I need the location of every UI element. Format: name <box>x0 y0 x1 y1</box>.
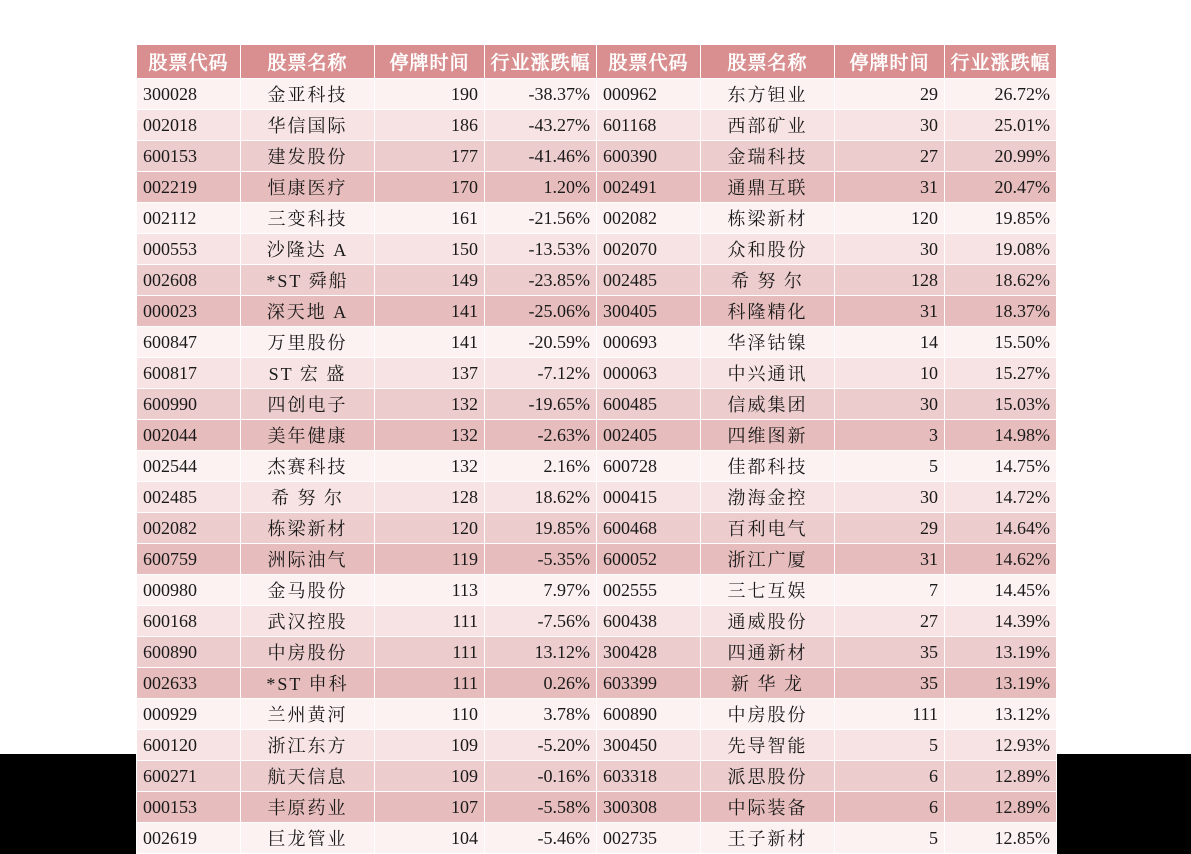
cell-code: 000153 <box>137 792 241 823</box>
cell-industry-change: -0.16% <box>485 761 597 792</box>
cell-industry-change: -25.06% <box>485 296 597 327</box>
table-row <box>137 606 1057 637</box>
cell-code: 600990 <box>137 389 241 420</box>
cell-name: 先导智能 <box>701 730 835 761</box>
cell-name: 四通新材 <box>701 637 835 668</box>
cell-code: 002112 <box>137 203 241 234</box>
cell-name: 通鼎互联 <box>701 172 835 203</box>
cell-name: 华泽钴镍 <box>701 327 835 358</box>
cell-suspend-time: 3 <box>835 420 945 451</box>
cell-code: 600438 <box>597 606 701 637</box>
cell-industry-change: 13.19% <box>945 637 1057 668</box>
cell-suspend-time: 111 <box>375 606 485 637</box>
cell-suspend-time: 113 <box>375 575 485 606</box>
cell-suspend-time: 29 <box>835 79 945 110</box>
cell-suspend-time: 137 <box>375 358 485 389</box>
cell-name: 沙隆达 A <box>241 234 375 265</box>
cell-code: 603318 <box>597 761 701 792</box>
cell-industry-change: -5.46% <box>485 823 597 854</box>
cell-code: 000962 <box>597 79 701 110</box>
cell-code: 002405 <box>597 420 701 451</box>
header-cell-industry-change-right: 行业涨跌幅 <box>945 45 1057 79</box>
cell-name: 佳都科技 <box>701 451 835 482</box>
cell-industry-change: -13.53% <box>485 234 597 265</box>
cell-industry-change: 15.03% <box>945 389 1057 420</box>
cell-name: 渤海金控 <box>701 482 835 513</box>
cell-name: 栋梁新材 <box>241 513 375 544</box>
cell-suspend-time: 149 <box>375 265 485 296</box>
cell-code: 600390 <box>597 141 701 172</box>
table-row <box>137 668 1057 699</box>
cell-code: 600153 <box>137 141 241 172</box>
stock-table-container <box>136 44 1056 854</box>
cell-suspend-time: 30 <box>835 482 945 513</box>
table-row <box>137 637 1057 668</box>
cell-industry-change: 12.85% <box>945 823 1057 854</box>
cell-code: 600847 <box>137 327 241 358</box>
cell-suspend-time: 5 <box>835 730 945 761</box>
table-header-row <box>137 45 1057 79</box>
cell-suspend-time: 119 <box>375 544 485 575</box>
cell-code: 000063 <box>597 358 701 389</box>
cell-code: 002219 <box>137 172 241 203</box>
cell-name: 栋梁新材 <box>701 203 835 234</box>
cell-name: 金亚科技 <box>241 79 375 110</box>
cell-industry-change: 7.97% <box>485 575 597 606</box>
cell-suspend-time: 14 <box>835 327 945 358</box>
cell-industry-change: 15.50% <box>945 327 1057 358</box>
cell-industry-change: 25.01% <box>945 110 1057 141</box>
cell-industry-change: 12.93% <box>945 730 1057 761</box>
cell-name: 深天地 A <box>241 296 375 327</box>
header-cell-industry-change-left: 行业涨跌幅 <box>485 45 597 79</box>
cell-code: 600468 <box>597 513 701 544</box>
cell-suspend-time: 190 <box>375 79 485 110</box>
cell-suspend-time: 7 <box>835 575 945 606</box>
header-cell-suspend-time-left: 停牌时间 <box>375 45 485 79</box>
cell-code: 000929 <box>137 699 241 730</box>
cell-name: 浙江广厦 <box>701 544 835 575</box>
cell-code: 300428 <box>597 637 701 668</box>
cell-industry-change: 19.85% <box>945 203 1057 234</box>
cell-industry-change: 18.37% <box>945 296 1057 327</box>
cell-name: 派思股份 <box>701 761 835 792</box>
cell-suspend-time: 110 <box>375 699 485 730</box>
cell-code: 002608 <box>137 265 241 296</box>
cell-code: 000553 <box>137 234 241 265</box>
cell-code: 603399 <box>597 668 701 699</box>
cell-industry-change: 13.19% <box>945 668 1057 699</box>
cell-industry-change: 20.99% <box>945 141 1057 172</box>
cell-industry-change: -20.59% <box>485 327 597 358</box>
cell-name: 中房股份 <box>241 637 375 668</box>
cell-industry-change: 2.16% <box>485 451 597 482</box>
cell-suspend-time: 141 <box>375 296 485 327</box>
cell-industry-change: 1.20% <box>485 172 597 203</box>
cell-suspend-time: 35 <box>835 668 945 699</box>
cell-name: 万里股份 <box>241 327 375 358</box>
cell-name: *ST 舜船 <box>241 265 375 296</box>
cell-industry-change: 18.62% <box>945 265 1057 296</box>
cell-suspend-time: 30 <box>835 234 945 265</box>
cell-suspend-time: 128 <box>375 482 485 513</box>
cell-industry-change: 19.08% <box>945 234 1057 265</box>
table-row <box>137 420 1057 451</box>
cell-suspend-time: 31 <box>835 296 945 327</box>
table-row <box>137 265 1057 296</box>
cell-suspend-time: 161 <box>375 203 485 234</box>
cell-name: ST 宏 盛 <box>241 358 375 389</box>
cell-name: 金马股份 <box>241 575 375 606</box>
cell-name: 希 努 尔 <box>701 265 835 296</box>
cell-industry-change: -7.56% <box>485 606 597 637</box>
cell-suspend-time: 120 <box>375 513 485 544</box>
cell-suspend-time: 104 <box>375 823 485 854</box>
cell-suspend-time: 111 <box>375 668 485 699</box>
cell-industry-change: 0.26% <box>485 668 597 699</box>
cell-name: 信威集团 <box>701 389 835 420</box>
cell-industry-change: 12.89% <box>945 761 1057 792</box>
cell-industry-change: -5.20% <box>485 730 597 761</box>
cell-suspend-time: 30 <box>835 389 945 420</box>
table-row <box>137 575 1057 606</box>
cell-suspend-time: 31 <box>835 544 945 575</box>
cell-industry-change: 26.72% <box>945 79 1057 110</box>
cell-code: 600728 <box>597 451 701 482</box>
cell-name: 洲际油气 <box>241 544 375 575</box>
cell-industry-change: 14.98% <box>945 420 1057 451</box>
cell-suspend-time: 10 <box>835 358 945 389</box>
cell-name: 丰原药业 <box>241 792 375 823</box>
cell-industry-change: 14.75% <box>945 451 1057 482</box>
cell-industry-change: 14.62% <box>945 544 1057 575</box>
cell-suspend-time: 141 <box>375 327 485 358</box>
cell-name: 美年健康 <box>241 420 375 451</box>
cell-industry-change: -19.65% <box>485 389 597 420</box>
header-cell-code-right: 股票代码 <box>597 45 701 79</box>
cell-name: 百利电气 <box>701 513 835 544</box>
table-row <box>137 823 1057 854</box>
cell-code: 002491 <box>597 172 701 203</box>
cell-name: 中际装备 <box>701 792 835 823</box>
cell-code: 000023 <box>137 296 241 327</box>
cell-name: 四维图新 <box>701 420 835 451</box>
cell-suspend-time: 132 <box>375 389 485 420</box>
cell-name: 新 华 龙 <box>701 668 835 699</box>
cell-name: 三变科技 <box>241 203 375 234</box>
cell-code: 300405 <box>597 296 701 327</box>
cell-industry-change: -5.35% <box>485 544 597 575</box>
cell-industry-change: -2.63% <box>485 420 597 451</box>
header-cell-name-left: 股票名称 <box>241 45 375 79</box>
cell-code: 300450 <box>597 730 701 761</box>
cell-suspend-time: 109 <box>375 761 485 792</box>
cell-code: 002485 <box>597 265 701 296</box>
cell-name: 兰州黄河 <box>241 699 375 730</box>
cell-industry-change: 20.47% <box>945 172 1057 203</box>
cell-code: 600759 <box>137 544 241 575</box>
table-row <box>137 761 1057 792</box>
table-row <box>137 730 1057 761</box>
cell-name: 科隆精化 <box>701 296 835 327</box>
cell-industry-change: 15.27% <box>945 358 1057 389</box>
cell-suspend-time: 6 <box>835 792 945 823</box>
cell-name: 中兴通讯 <box>701 358 835 389</box>
cell-suspend-time: 177 <box>375 141 485 172</box>
cell-suspend-time: 111 <box>835 699 945 730</box>
cell-code: 600052 <box>597 544 701 575</box>
cell-industry-change: -38.37% <box>485 79 597 110</box>
header-cell-name-right: 股票名称 <box>701 45 835 79</box>
cell-code: 002018 <box>137 110 241 141</box>
cell-industry-change: -7.12% <box>485 358 597 389</box>
cell-name: *ST 申科 <box>241 668 375 699</box>
cell-suspend-time: 29 <box>835 513 945 544</box>
cell-name: 武汉控股 <box>241 606 375 637</box>
cell-suspend-time: 150 <box>375 234 485 265</box>
cell-name: 建发股份 <box>241 141 375 172</box>
cell-name: 西部矿业 <box>701 110 835 141</box>
cell-name: 杰赛科技 <box>241 451 375 482</box>
table-row <box>137 234 1057 265</box>
table-row <box>137 699 1057 730</box>
table-row <box>137 296 1057 327</box>
cell-code: 002735 <box>597 823 701 854</box>
cell-code: 600817 <box>137 358 241 389</box>
cell-name: 三七互娱 <box>701 575 835 606</box>
stock-table <box>136 44 1057 854</box>
cell-industry-change: 3.78% <box>485 699 597 730</box>
cell-name: 金瑞科技 <box>701 141 835 172</box>
cell-code: 002544 <box>137 451 241 482</box>
cell-industry-change: 14.39% <box>945 606 1057 637</box>
cell-code: 600271 <box>137 761 241 792</box>
cell-name: 通威股份 <box>701 606 835 637</box>
table-row <box>137 327 1057 358</box>
cell-code: 002555 <box>597 575 701 606</box>
cell-code: 600890 <box>137 637 241 668</box>
cell-suspend-time: 107 <box>375 792 485 823</box>
cell-industry-change: 19.85% <box>485 513 597 544</box>
table-row <box>137 203 1057 234</box>
cell-code: 002619 <box>137 823 241 854</box>
cell-code: 600890 <box>597 699 701 730</box>
cell-name: 东方钽业 <box>701 79 835 110</box>
cell-industry-change: -43.27% <box>485 110 597 141</box>
cell-name: 浙江东方 <box>241 730 375 761</box>
cell-suspend-time: 5 <box>835 823 945 854</box>
cell-industry-change: -21.56% <box>485 203 597 234</box>
cell-suspend-time: 6 <box>835 761 945 792</box>
header-cell-suspend-time-right: 停牌时间 <box>835 45 945 79</box>
cell-name: 华信国际 <box>241 110 375 141</box>
cell-code: 300028 <box>137 79 241 110</box>
cell-code: 000980 <box>137 575 241 606</box>
cell-industry-change: 18.62% <box>485 482 597 513</box>
cell-code: 002082 <box>597 203 701 234</box>
cell-code: 000693 <box>597 327 701 358</box>
cell-suspend-time: 120 <box>835 203 945 234</box>
table-row <box>137 358 1057 389</box>
cell-suspend-time: 31 <box>835 172 945 203</box>
cell-name: 航天信息 <box>241 761 375 792</box>
cell-name: 希 努 尔 <box>241 482 375 513</box>
table-row <box>137 482 1057 513</box>
cell-code: 300308 <box>597 792 701 823</box>
cell-suspend-time: 132 <box>375 451 485 482</box>
table-row <box>137 110 1057 141</box>
table-row <box>137 451 1057 482</box>
cell-industry-change: 14.64% <box>945 513 1057 544</box>
cell-suspend-time: 30 <box>835 110 945 141</box>
cell-code: 002082 <box>137 513 241 544</box>
cell-suspend-time: 111 <box>375 637 485 668</box>
table-body <box>137 79 1057 854</box>
cell-name: 恒康医疗 <box>241 172 375 203</box>
cell-code: 601168 <box>597 110 701 141</box>
cell-code: 002070 <box>597 234 701 265</box>
cell-name: 四创电子 <box>241 389 375 420</box>
cell-code: 002485 <box>137 482 241 513</box>
cell-name: 中房股份 <box>701 699 835 730</box>
cell-industry-change: 13.12% <box>945 699 1057 730</box>
cell-code: 000415 <box>597 482 701 513</box>
cell-suspend-time: 186 <box>375 110 485 141</box>
cell-industry-change: 14.72% <box>945 482 1057 513</box>
cell-industry-change: 13.12% <box>485 637 597 668</box>
cell-suspend-time: 27 <box>835 141 945 172</box>
cell-industry-change: 14.45% <box>945 575 1057 606</box>
cell-name: 众和股份 <box>701 234 835 265</box>
cell-code: 002044 <box>137 420 241 451</box>
cell-suspend-time: 5 <box>835 451 945 482</box>
cell-name: 巨龙管业 <box>241 823 375 854</box>
cell-code: 600485 <box>597 389 701 420</box>
cell-industry-change: -41.46% <box>485 141 597 172</box>
table-row <box>137 544 1057 575</box>
cell-industry-change: -23.85% <box>485 265 597 296</box>
cell-code: 600120 <box>137 730 241 761</box>
cell-suspend-time: 109 <box>375 730 485 761</box>
cell-suspend-time: 35 <box>835 637 945 668</box>
cell-industry-change: -5.58% <box>485 792 597 823</box>
cell-suspend-time: 132 <box>375 420 485 451</box>
table-row <box>137 172 1057 203</box>
cell-name: 王子新材 <box>701 823 835 854</box>
cell-suspend-time: 27 <box>835 606 945 637</box>
cell-suspend-time: 128 <box>835 265 945 296</box>
table-row <box>137 141 1057 172</box>
table-row <box>137 513 1057 544</box>
cell-industry-change: 12.89% <box>945 792 1057 823</box>
cell-code: 600168 <box>137 606 241 637</box>
header-cell-code-left: 股票代码 <box>137 45 241 79</box>
cell-suspend-time: 170 <box>375 172 485 203</box>
table-row <box>137 792 1057 823</box>
table-row <box>137 389 1057 420</box>
cell-code: 002633 <box>137 668 241 699</box>
table-row <box>137 79 1057 110</box>
